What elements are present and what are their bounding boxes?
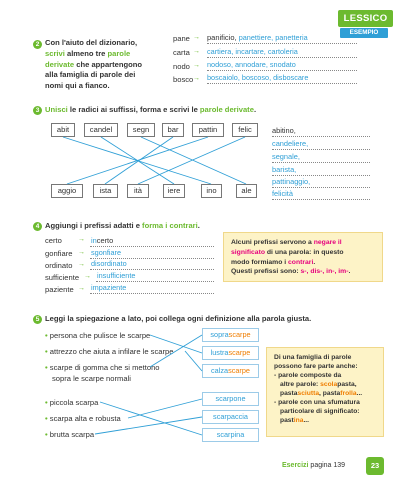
definition-item[interactable]: • attrezzo che aiuta a infilare le scarpe (45, 347, 174, 356)
ex4-word-5: paziente (45, 285, 74, 294)
ex3-answer-3[interactable]: segnale, (272, 152, 300, 161)
word-box[interactable]: soprascarpe (202, 328, 259, 342)
connector-def2 (185, 351, 202, 371)
ex4-answer-3[interactable]: disordinato (91, 259, 127, 268)
root-box[interactable]: segn (127, 123, 155, 137)
arrow-right-icon: → (78, 285, 85, 292)
exercise-number-4: 4 (33, 222, 42, 231)
suffix-box[interactable]: ità (127, 184, 149, 198)
exercise-5-instruction: Leggi la spiegazione a lato, poi collega ogni definizione alla parola giusta. (45, 314, 312, 323)
footer-reference: Esercizi pagina 139 (282, 462, 346, 469)
ex4-answer-2[interactable]: sgonfiare (91, 248, 122, 257)
word-box[interactable]: scarpone (202, 392, 259, 406)
ex4-word-2: gonfiare (45, 249, 73, 258)
answer-line (90, 293, 214, 294)
exercise-number-5: 5 (33, 315, 42, 324)
suffix-box[interactable]: ino (201, 184, 222, 198)
ex2-word-4: bosco (173, 75, 194, 84)
definition-item[interactable]: • brutta scarpa (45, 430, 95, 439)
definition-item-continuation: sopra le scarpe normali (52, 374, 131, 383)
ex2-word-3: nodo (173, 62, 190, 71)
suffix-box[interactable]: ista (93, 184, 118, 198)
connector-pattin-aggio (67, 137, 208, 184)
ex4-word-1: certo (45, 236, 62, 245)
connector-segn-ale (141, 137, 246, 184)
ex3-answer-6[interactable]: felicità (272, 189, 293, 198)
root-box[interactable]: felic (232, 123, 258, 137)
ex4-word-4: sufficiente (45, 273, 80, 282)
ex2-word-2: carta (173, 48, 190, 57)
arrow-right-icon: → (193, 75, 200, 82)
suffix-box[interactable]: ale (236, 184, 257, 198)
connector-abit-ino (63, 137, 211, 184)
arrow-right-icon: → (193, 48, 200, 55)
example-tag: ESEMPIO (340, 28, 388, 38)
arrow-right-icon: → (78, 236, 85, 243)
arrow-right-icon: → (84, 273, 91, 280)
word-box[interactable]: scarpaccia (202, 410, 259, 424)
root-box[interactable]: pattin (192, 123, 224, 137)
word-box[interactable]: calzascarpe (202, 364, 259, 378)
definition-item[interactable]: • scarpe di gomma che si mettono (45, 363, 160, 372)
arrow-right-icon: → (193, 34, 200, 41)
root-box[interactable]: bar (162, 123, 184, 137)
answer-line (207, 70, 357, 71)
ex2-answer-2[interactable]: cartiera, incartare, cartoleria (207, 47, 298, 56)
ex3-answer-4[interactable]: barista, (272, 165, 297, 174)
ex4-answer-4[interactable]: insufficiente (97, 271, 136, 280)
answer-line (207, 57, 357, 58)
answer-line (272, 149, 370, 150)
ex2-answer-3[interactable]: nodoso, annodare, snodato (207, 60, 296, 69)
word-box[interactable]: scarpina (202, 428, 259, 442)
connector-bar-ista (105, 137, 173, 184)
ex3-answer-5[interactable]: pattinaggio, (272, 177, 311, 186)
exercise-number-3: 3 (33, 106, 42, 115)
answer-line (90, 246, 214, 247)
answer-line (272, 175, 370, 176)
section-tag: LESSICO (338, 10, 393, 27)
connector-def5 (128, 399, 202, 418)
answer-line (207, 83, 357, 84)
definition-item[interactable]: • piccola scarpa (45, 398, 99, 407)
arrow-right-icon: → (78, 249, 85, 256)
ex2-answer-4[interactable]: boscaiolo, boscoso, disboscare (207, 73, 309, 82)
exercise-4-instruction: Aggiungi i prefissi adatti e forma i contrari. (45, 221, 200, 230)
page-number: 23 (366, 457, 384, 475)
exercise-number-2: 2 (33, 40, 42, 49)
exercise-3-instruction: Unisci le radici ai suffissi, forma e scrivi le parole derivate. (45, 105, 257, 114)
definition-item[interactable]: • persona che pulisce le scarpe (45, 331, 151, 340)
ex2-word-1: pane (173, 34, 190, 43)
answer-line (272, 187, 370, 188)
arrow-right-icon: → (193, 62, 200, 69)
ex4-answer-1[interactable]: incerto (91, 236, 114, 245)
ex4-answer-5[interactable]: impaziente (91, 283, 127, 292)
ex3-answer-1[interactable]: abitino, (272, 126, 296, 135)
explanation-box: Di una famiglia di parole possono fare parte anche: - parole composte da altre parole: scolapasta, pastasciutta, pastafrolla... - parole con una sfumatura particolare di significato: pastina... (266, 347, 384, 437)
arrow-right-icon: → (78, 261, 85, 268)
answer-line (272, 162, 370, 163)
ex2-answer-1[interactable]: panificio, panettiere, panetteria (207, 33, 308, 42)
definition-item[interactable]: • scarpa alta e robusta (45, 414, 121, 423)
connector-candel-iere (101, 137, 174, 184)
suffix-box[interactable]: aggio (51, 184, 83, 198)
answer-line (96, 281, 214, 282)
ex3-answer-2[interactable]: candeliere, (272, 139, 309, 148)
suffix-box[interactable]: iere (163, 184, 185, 198)
ex4-word-3: ordinato (45, 261, 73, 270)
root-box[interactable]: candel (84, 123, 118, 137)
answer-line (272, 199, 370, 200)
root-box[interactable]: abit (51, 123, 75, 137)
word-box[interactable]: lustrascarpe (202, 346, 259, 360)
answer-line (90, 269, 214, 270)
exercise-2-instruction: Con l'aiuto del dizionario, scrivi almeno tre parole derivate che appartengono alla famiglia di parole dei nomi qui a fianco. (45, 38, 143, 91)
answer-line (272, 136, 370, 137)
answer-line (207, 43, 357, 44)
rule-box: Alcuni prefissi servono a negare il significato di una parola: in questo modo formiamo i contrari. Questi prefissi sono: s-, dis-, in-, im-. (223, 232, 383, 282)
connector-felic-ita (138, 137, 245, 184)
